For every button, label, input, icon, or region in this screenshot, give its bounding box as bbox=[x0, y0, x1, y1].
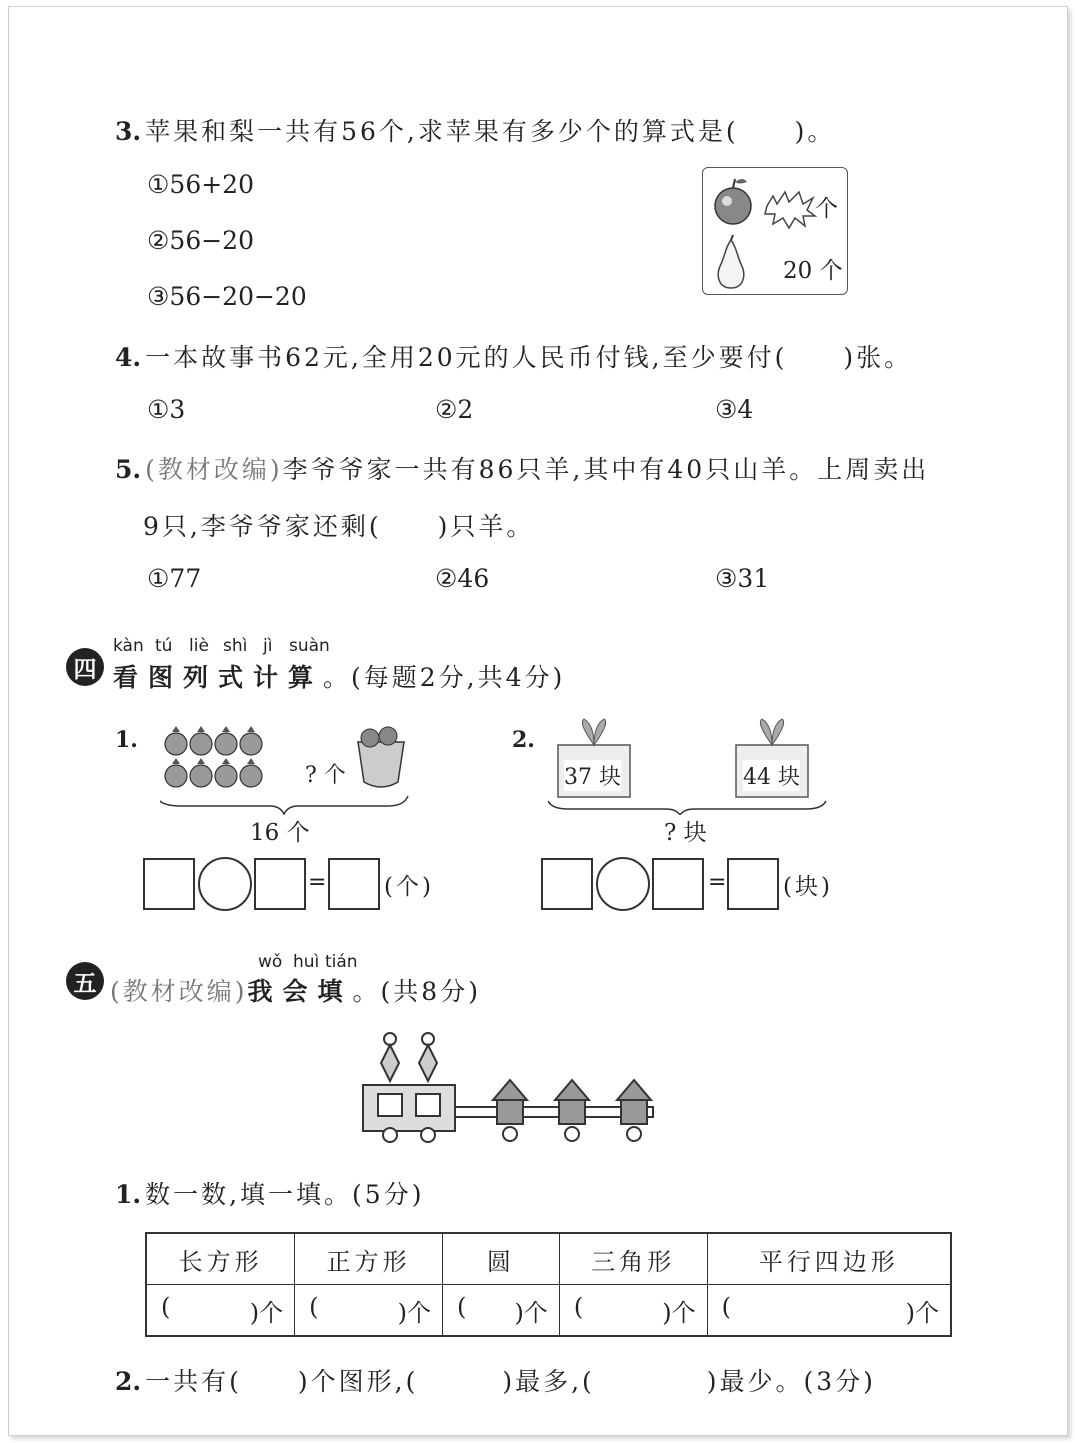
pinyin: tián bbox=[325, 952, 358, 972]
question-text: 一本故事书62元,全用20元的人民币付钱,至少要付( )张。 bbox=[145, 343, 913, 372]
option-3: ③4 bbox=[715, 395, 754, 424]
pinyin: kàn bbox=[113, 636, 144, 656]
left-gift-label: 37 块 bbox=[564, 760, 621, 791]
table-header-row bbox=[146, 1233, 951, 1285]
section-title bbox=[110, 972, 481, 1008]
question-1 bbox=[115, 1175, 424, 1211]
unit-label: (块) bbox=[783, 874, 833, 900]
unknown-label: ? 个 bbox=[305, 763, 346, 788]
question-text: 数一数,填一填。(5分) bbox=[145, 1180, 425, 1209]
pinyin: liè bbox=[189, 636, 209, 656]
question-number: 1. bbox=[115, 1180, 142, 1209]
unit-label: (个) bbox=[384, 874, 434, 900]
question-number: 5. bbox=[115, 455, 142, 484]
option-2: ②46 bbox=[435, 564, 490, 593]
paren-open: ( bbox=[457, 1292, 467, 1321]
source-tag: (教材改编) bbox=[110, 977, 248, 1006]
right-gift-label: 44 块 bbox=[743, 760, 800, 791]
question-number: 2. bbox=[115, 1367, 142, 1396]
question-text: 苹果和梨一共有56个,求苹果有多少个的算式是( )。 bbox=[145, 117, 836, 146]
question-5 bbox=[115, 450, 929, 486]
answer-cell[interactable] bbox=[443, 1285, 560, 1337]
question-number: 3. bbox=[115, 117, 142, 146]
section-badge: 五 bbox=[66, 962, 104, 1000]
answer-cell[interactable] bbox=[707, 1285, 951, 1337]
question-text: 一共有( )个图形,( )最多,( )最少。(3分) bbox=[145, 1367, 876, 1396]
paren-close: )个 bbox=[514, 1298, 548, 1327]
paren-open: ( bbox=[161, 1292, 171, 1321]
pinyin: jì bbox=[263, 636, 273, 656]
apple-label: 个 bbox=[815, 196, 838, 222]
problem-number: 1. bbox=[115, 727, 138, 753]
pear-icon bbox=[711, 234, 751, 294]
option-1: ①3 bbox=[147, 395, 186, 424]
operator-circle[interactable] bbox=[198, 857, 252, 911]
section-title-text: 看图列式计算 bbox=[113, 663, 324, 692]
section-title bbox=[113, 658, 565, 694]
table-row bbox=[146, 1285, 951, 1337]
table-header: 平行四边形 bbox=[707, 1233, 951, 1285]
answer-box[interactable] bbox=[143, 858, 195, 910]
table-header: 正方形 bbox=[295, 1233, 443, 1285]
answer-box[interactable] bbox=[541, 858, 593, 910]
answer-cell[interactable] bbox=[559, 1285, 707, 1337]
question-number: 4. bbox=[115, 343, 142, 372]
paren-close: )个 bbox=[905, 1298, 939, 1327]
problem-number: 2. bbox=[512, 727, 535, 753]
pinyin: huì bbox=[293, 952, 320, 972]
option-3: ③56−20−20 bbox=[147, 282, 307, 311]
paren-close: )个 bbox=[249, 1298, 284, 1327]
equals-sign: = bbox=[708, 870, 727, 895]
answer-cell[interactable] bbox=[295, 1285, 443, 1337]
total-label: 16 个 bbox=[250, 820, 310, 846]
pinyin: tú bbox=[155, 636, 173, 656]
pinyin: wǒ bbox=[258, 952, 283, 972]
question-text: 李爷爷家一共有86只羊,其中有40只山羊。上周卖出 bbox=[282, 455, 930, 484]
question-3 bbox=[115, 112, 835, 148]
option-1: ①56+20 bbox=[147, 170, 254, 199]
section-score: 。(共8分) bbox=[352, 977, 481, 1006]
equals-sign: = bbox=[308, 870, 327, 895]
table-header: 长方形 bbox=[146, 1233, 295, 1285]
paren-close: )个 bbox=[397, 1298, 431, 1327]
paren-open: ( bbox=[573, 1292, 584, 1321]
section-badge: 四 bbox=[66, 648, 104, 686]
source-tag: (教材改编) bbox=[145, 455, 283, 484]
shape-count-table bbox=[145, 1232, 952, 1337]
option-2: ②56−20 bbox=[147, 226, 254, 255]
question-5-line2: 9只,李爷爷家还剩( )只羊。 bbox=[143, 512, 535, 541]
section-score: 。(每题2分,共4分) bbox=[323, 663, 566, 692]
paren-close: )个 bbox=[662, 1298, 696, 1327]
paren-open: ( bbox=[309, 1292, 319, 1321]
pear-label: 20 个 bbox=[783, 258, 843, 284]
answer-box[interactable] bbox=[727, 858, 779, 910]
option-1: ①77 bbox=[147, 564, 202, 593]
strawberries-icon bbox=[160, 720, 420, 815]
section-title-text: 我会填 bbox=[247, 977, 353, 1006]
table-header: 三角形 bbox=[559, 1233, 707, 1285]
answer-box[interactable] bbox=[328, 858, 380, 910]
answer-box[interactable] bbox=[254, 858, 306, 910]
fruit-figure bbox=[702, 167, 848, 295]
train-figure bbox=[355, 1028, 665, 1148]
answer-cell[interactable] bbox=[146, 1285, 295, 1337]
answer-box[interactable] bbox=[652, 858, 704, 910]
pinyin: shì bbox=[223, 636, 248, 656]
paren-open: ( bbox=[721, 1292, 732, 1321]
pinyin: suàn bbox=[289, 636, 330, 656]
question-4 bbox=[115, 338, 912, 374]
operator-circle[interactable] bbox=[596, 857, 650, 911]
option-3: ③31 bbox=[715, 564, 770, 593]
total-label: ? 块 bbox=[664, 820, 707, 846]
table-header: 圆 bbox=[443, 1233, 560, 1285]
option-2: ②2 bbox=[435, 395, 474, 424]
question-2 bbox=[115, 1362, 876, 1398]
